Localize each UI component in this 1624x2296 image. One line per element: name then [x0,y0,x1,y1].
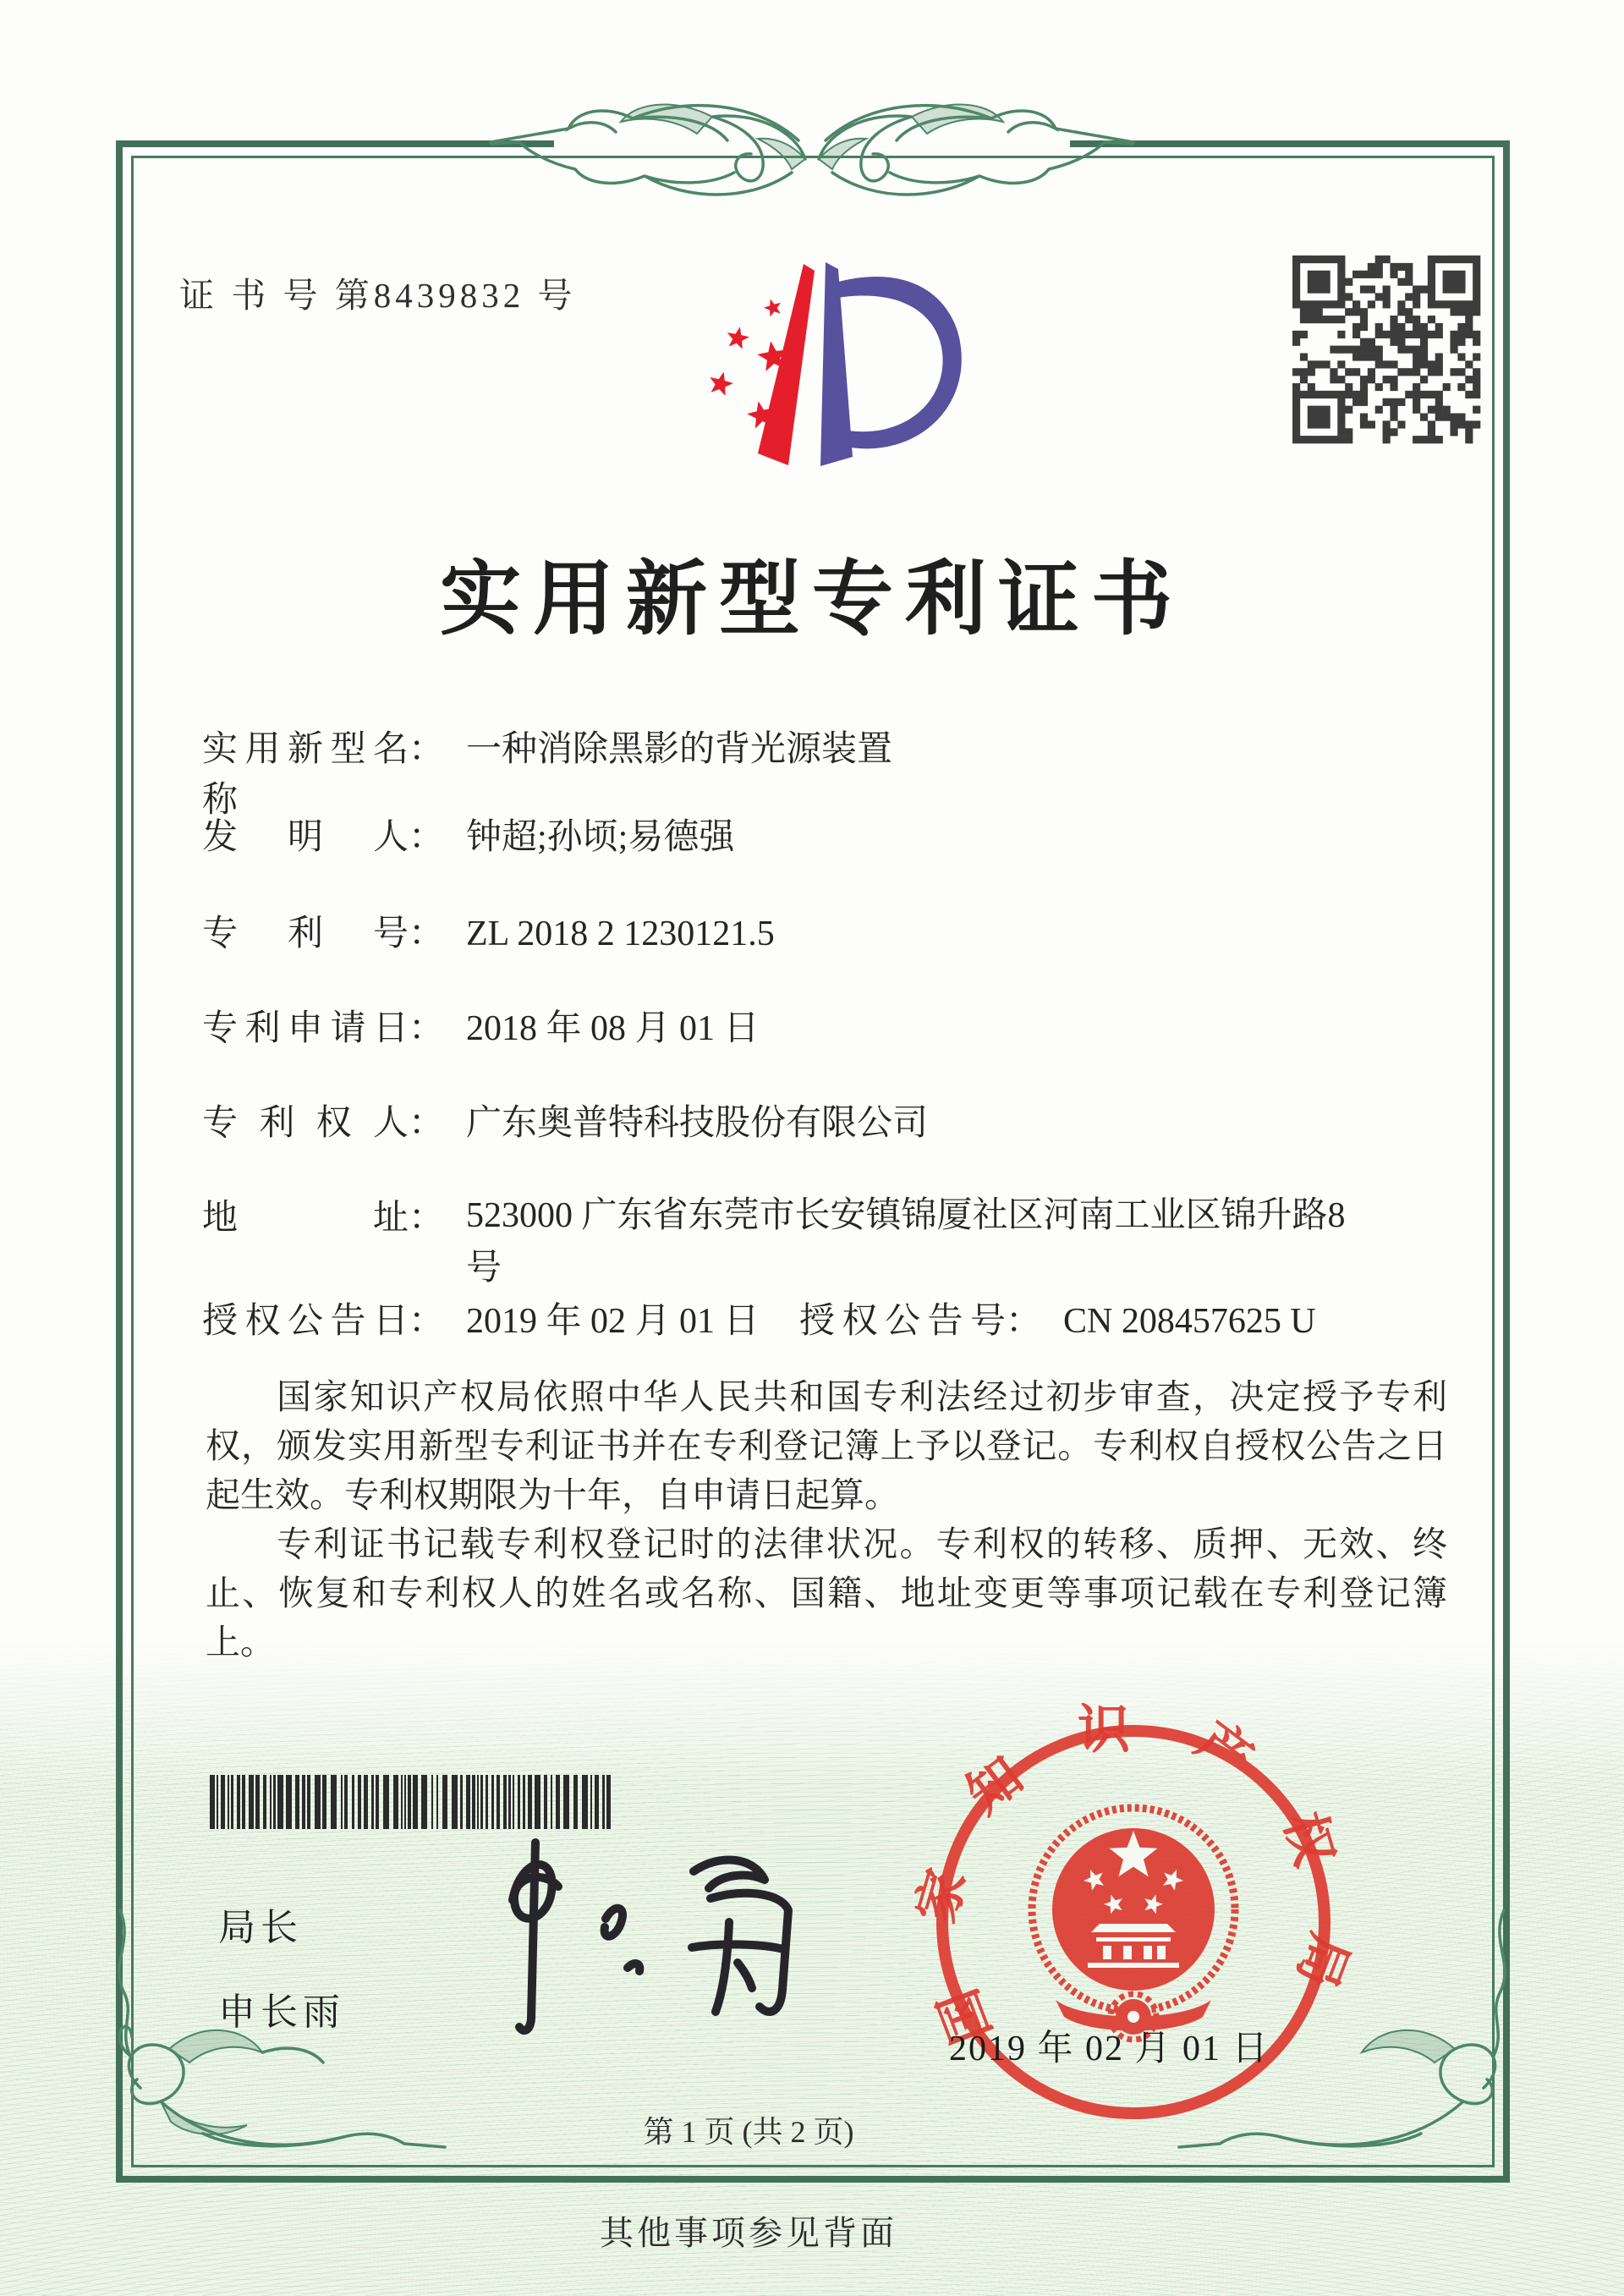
field-value: 2019 年 02 月 01 日 [466,1302,760,1341]
field-value: CN 208457625 U [1063,1302,1316,1341]
field-value: 2018 年 08 月 01 日 [466,1009,760,1048]
field-value: 广东奥普特科技股份有限公司 [466,1104,929,1143]
legal-paragraph-1: 国家知识产权局依照中华人民共和国专利法经过初步审查，决定授予专利权，颁发实用新型专利证书并在专利登记簿上予以登记。专利权自授权公告之日起生效。专利权期限为十年，自申请日起算。 [206,1377,1447,1514]
field-row-grant [202,1293,1316,1343]
cnipa-patent-logo-icon [668,244,990,481]
certificate-title: 实用新型专利证书 [440,554,1184,645]
field-label: 地址 [202,1199,409,1238]
field-row-inventors [202,809,734,860]
field-label: 授权公告号 [799,1302,1006,1341]
field-value: 钟超;孙顷;易德强 [466,818,735,857]
field-row-address [202,1189,1346,1294]
colon: ： [409,1199,445,1238]
officer-title: 局长 [218,1907,303,1948]
colon: ： [409,1302,445,1341]
signature-icon [440,1819,837,2056]
bottom-left-flourish-icon [81,1910,445,2189]
field-label: 专利号 [202,915,409,953]
field-label: 发明人 [202,818,409,857]
field-value: ZL 2018 2 1230121.5 [466,915,775,953]
colon: ： [1006,1302,1042,1341]
field-value: 一种消除黑影的背光源装置 [466,730,893,769]
legal-paragraph-2: 专利证书记载专利权登记时的法律状况。专利权的转移、质押、无效、终止、恢复和专利权人的姓名或名称、国籍、地址变更等事项记载在专利登记簿上。 [206,1524,1447,1662]
seal-ring-text: 国家知识产权局 [907,1701,1360,2051]
back-note: 其他事项参见背面 [600,2214,897,2252]
field-grant-number [799,1293,1316,1343]
field-label: 专利权人 [202,1104,409,1143]
field-row-filing-date [202,1000,760,1051]
field-row-utility-model-name [202,721,892,822]
field-label: 授权公告日 [202,1302,409,1341]
top-ornament-flourish-icon [491,81,1133,233]
field-row-patentee [202,1095,928,1145]
colon: ： [409,730,445,769]
page-number: 第 1 页 (共 2 页) [643,2115,854,2149]
field-label: 专利申请日 [202,1009,409,1048]
field-value: 523000 广东省东莞市长安镇锦厦社区河南工业区锦升路8 号 [466,1196,1346,1288]
field-label: 实用新型名称 [202,730,409,820]
colon: ： [409,818,445,857]
certificate-number: 证 书 号 第8439832 号 [179,276,577,315]
colon: ： [409,1009,445,1048]
field-row-patent-number [202,905,775,956]
officer-name: 申长雨 [218,1991,345,2033]
qr-code [1292,255,1480,443]
colon: ： [409,915,445,953]
colon: ： [409,1104,445,1143]
seal-date: 2019 年 02 月 01 日 [949,2030,1270,2068]
